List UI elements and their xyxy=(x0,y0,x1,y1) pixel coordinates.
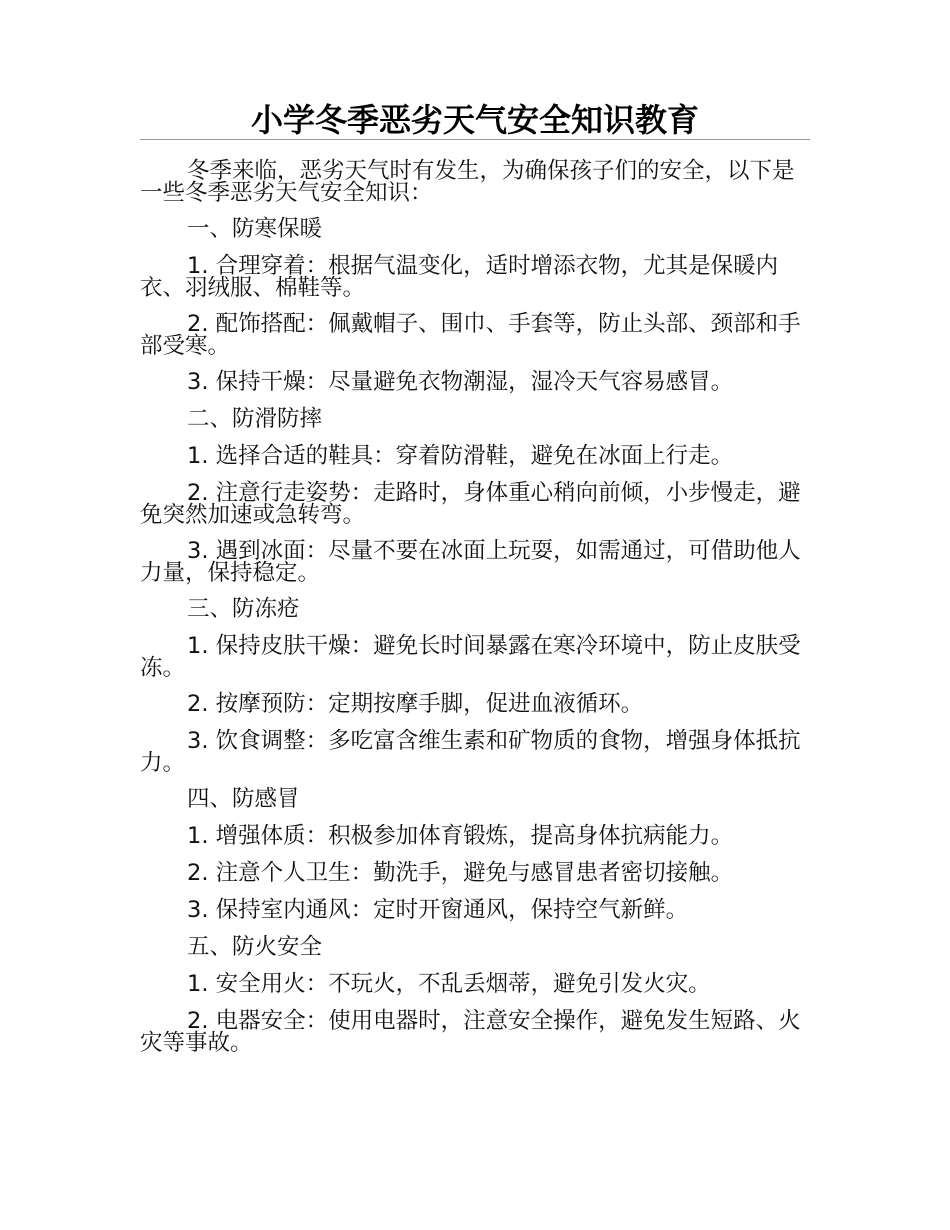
list-item-icy-surface: 3. 遇到冰面：尽量不要在冰面上玩耍，如需通过，可借助他人力量，保持稳定。 xyxy=(140,538,801,586)
list-item-fitness: 1. 增强体质：积极参加体育锻炼，提高身体抗病能力。 xyxy=(187,823,734,849)
list-item-hygiene: 2. 注意个人卫生：勤洗手，避免与感冒患者密切接触。 xyxy=(187,860,734,886)
list-item-fire-use: 1. 安全用火：不玩火，不乱丢烟蒂，避免引发火灾。 xyxy=(187,971,711,997)
list-item-stay-dry: 3. 保持干燥：尽量避免衣物潮湿，湿冷天气容易感冒。 xyxy=(187,369,734,395)
intro-paragraph: 冬季来临，恶劣天气时有发生，为确保孩子们的安全，以下是一些冬季恶劣天气安全知识： xyxy=(140,158,795,206)
list-item-electrical-safety: 2. 电器安全：使用电器时，注意安全操作，避免发生短路、火灾等事故。 xyxy=(140,1008,801,1056)
document-title: 小学冬季恶劣天气安全知识教育 xyxy=(250,101,699,139)
list-item-accessories: 2. 配饰搭配：佩戴帽子、围巾、手套等，防止头部、颈部和手部受寒。 xyxy=(140,311,801,359)
title-underline xyxy=(140,139,810,140)
section-heading-fire-safety: 五、防火安全 xyxy=(187,934,323,960)
list-item-diet: 3. 饮食调整：多吃富含维生素和矿物质的食物，增强身体抵抗力。 xyxy=(140,728,801,776)
list-item-dry-skin: 1. 保持皮肤干燥：避免长时间暴露在寒冷环境中，防止皮肤受冻。 xyxy=(140,633,801,681)
list-item-massage: 2. 按摩预防：定期按摩手脚，促进血液循环。 xyxy=(187,691,644,717)
section-heading-frostbite: 三、防冻疮 xyxy=(187,596,300,622)
list-item-clothing: 1. 合理穿着：根据气温变化，适时增添衣物，尤其是保暖内衣、羽绒服、棉鞋等。 xyxy=(140,253,779,301)
section-heading-slip-prevention: 二、防滑防摔 xyxy=(187,406,323,432)
section-heading-cold-protection: 一、防寒保暖 xyxy=(187,216,323,242)
list-item-footwear: 1. 选择合适的鞋具：穿着防滑鞋，避免在冰面上行走。 xyxy=(187,443,734,469)
section-heading-cold-flu: 四、防感冒 xyxy=(187,786,300,812)
list-item-walking-posture: 2. 注意行走姿势：走路时，身体重心稍向前倾，小步慢走，避免突然加速或急转弯。 xyxy=(140,480,801,528)
list-item-ventilation: 3. 保持室内通风：定时开窗通风，保持空气新鲜。 xyxy=(187,897,689,923)
document-body xyxy=(140,160,812,1068)
